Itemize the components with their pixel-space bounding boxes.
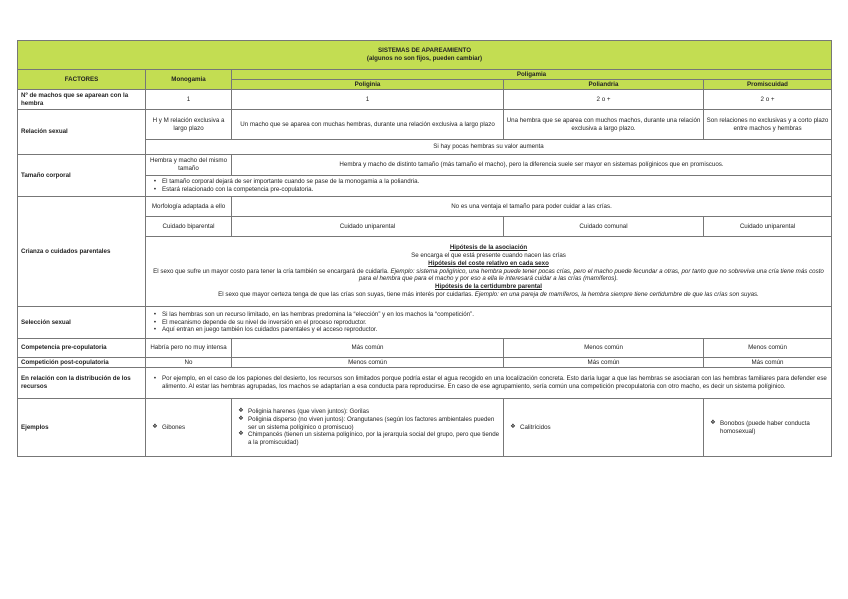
row-seleccion	[18, 307, 832, 339]
cell-poliginia: Un macho que se aparea con muchas hembras, durante una relación exclusiva a largo plazo	[232, 110, 504, 140]
title-subtitle: (algunos no son fijos, pueden cambiar)	[366, 55, 483, 62]
hypothesis-sentence: El sexo que mayor certeza tenga de que las crías son suyas, tiene más interés por cuidarlas.	[218, 290, 474, 298]
bullet-icon: •	[153, 326, 157, 334]
list-item	[234, 416, 501, 432]
row-crianza	[18, 197, 832, 217]
cell-promiscuidad: Son relaciones no exclusivas y a corto plazo entre machos y hembras	[704, 110, 832, 140]
cell-poligamia: Hembra y macho de distinto tamaño (más tamaño el macho), pero la diferencia suele ser mayor en sistemas políginicos que en promiscuos.	[232, 155, 832, 176]
row-label: Competición post-copulatoria	[18, 358, 146, 368]
cell-poliginia: Más común	[232, 339, 504, 358]
list-item-text: Aquí entran en juego también los cuidados parentales y el acceso reproductor.	[162, 326, 378, 334]
list-item	[148, 424, 229, 432]
list-item	[234, 408, 501, 416]
list-item-text: El tamaño corporal dejará de ser importante cuando se pase de la monogamia a la poliandria.	[162, 178, 420, 186]
cell-poliginia: Cuidado uniparental	[232, 217, 504, 237]
list-item-text: Calitrícidos	[520, 423, 551, 431]
cell-monogamia: Habría pero no muy intensa	[146, 339, 232, 358]
header-monogamia: Monogamia	[146, 70, 232, 90]
bullet-icon: •	[153, 310, 157, 318]
diamond-bullet-icon: ❖	[152, 423, 158, 430]
cell-monogamia	[146, 399, 232, 457]
cell-poliandria: 2 o +	[504, 90, 704, 110]
cell-poliandria	[504, 399, 704, 457]
hypothesis-example: Ejemplo: sistema poligínico, una hembra puede tener pocas crías, pero el macho puede fecundar a otras, por tanto que no sobreviva una cría tiene más costo para el hembra que para el macho y por eso a ella le interesará cuidar a las crías (mamíferos).	[358, 267, 824, 283]
cell-poliandria: Una hembra que se aparea con muchos machos, durante una relación exclusiva a largo plazo.	[504, 110, 704, 140]
row-label: Tamaño corporal	[18, 155, 146, 197]
cell-promiscuidad: Más común	[704, 358, 832, 368]
list-item-text: Bonobos (puede haber conducta homosexual)	[720, 419, 810, 435]
list-item-text: Poliginia harenes (que viven juntos): Gorilas	[248, 408, 370, 416]
crianza-hypotheses	[146, 237, 832, 307]
bullet-icon: •	[153, 178, 157, 186]
row-label: Ejemplos	[18, 399, 146, 457]
recursos-notes	[146, 368, 832, 399]
list-item-text: Estará relacionado con la competencia pre-copulatoria.	[162, 186, 314, 193]
cell-promiscuidad: Menos común	[704, 339, 832, 358]
list-item	[148, 178, 829, 186]
cell-poliginia: Menos común	[232, 358, 504, 368]
hypothesis-title: Hipótesis del coste relativo en cada sexo	[428, 259, 549, 267]
cell-poliginia: 1	[232, 90, 504, 110]
list-item	[506, 424, 701, 432]
list-item	[234, 431, 501, 447]
row-ejemplos	[18, 399, 832, 457]
row-tamano	[18, 155, 832, 176]
bullet-icon: •	[153, 375, 157, 383]
list-item-text: Chimpancés (tienen un sistema poligínico, por la jerarquía social del grupo, pero que tiende a la promiscuidad)	[248, 431, 500, 447]
cell-promiscuidad: 2 o +	[704, 90, 832, 110]
hypothesis-title: Hipótesis de la asociación	[449, 244, 528, 252]
cell-poliandria: Menos común	[504, 339, 704, 358]
list-item-text: Si las hembras son un recurso limitado, en las hembras predomina la “elección” y en los machos la “competición”.	[162, 310, 474, 318]
row-postcopulatoria	[18, 358, 832, 368]
hypothesis-title: Hipótesis de la certidumbre parental	[435, 283, 542, 291]
list-item	[148, 326, 829, 334]
list-item-text: Por ejemplo, en el caso de los papiones del desierto, los recursos son limitados porque podría estar el agua recogido en una localización concreta. Esto daría lugar a que las hembras se asociaran con las hembras familiares para defender ese alimento. Al estar las hembras agrupadas, los machos se adaptarían a esa conducta para reproducirse. En caso de ese agrupamiento, sería común una competición precopulatoria con otro macho, es decir un sistema políginico.	[162, 375, 827, 390]
diamond-bullet-icon: ❖	[238, 431, 244, 438]
cell-monogamia: H y M relación exclusiva a largo plazo	[146, 110, 232, 140]
table-title	[18, 41, 832, 70]
row-precopulatoria	[18, 339, 832, 358]
list-item	[148, 311, 829, 319]
hypothesis-example: Ejemplo: en una pareja de mamíferos, la hembra siempre tiene certidumbre de que las crías son suyas.	[474, 290, 759, 298]
row-recursos	[18, 368, 832, 399]
hypothesis-text	[148, 268, 829, 284]
bullet-icon: •	[153, 318, 157, 326]
list-item-text: Poliginia disperso (no viven juntos): Orangutanes (según los factores ambientales pueden ser un sistema políginico o promiscuo)	[248, 415, 495, 431]
cell-monogamia: Hembra y macho del mismo tamaño	[146, 155, 232, 176]
row-label: Crianza o cuidados parentales	[18, 197, 146, 307]
list-item	[148, 186, 829, 194]
row-label: Selección sexual	[18, 307, 146, 339]
header-factores: FACTORES	[18, 70, 146, 90]
diamond-bullet-icon: ❖	[238, 415, 244, 422]
cell-poliginia	[232, 399, 504, 457]
seleccion-notes	[146, 307, 832, 339]
list-item-text: Gibones	[162, 423, 186, 431]
cell-monogamia: 1	[146, 90, 232, 110]
hypothesis-text: Se encarga el que está presente cuando nacen las crías	[411, 252, 566, 260]
cell-monogamia: Cuidado biparental	[146, 217, 232, 237]
hypothesis-text	[148, 291, 829, 299]
cell-morfologia: Morfología adaptada a ello	[146, 197, 232, 217]
title-main: SISTEMAS DE APAREAMIENTO	[377, 47, 472, 55]
mating-systems-table	[17, 40, 832, 457]
bullet-icon: •	[153, 186, 157, 193]
header-poliginia: Poliginia	[232, 80, 504, 90]
row-machos	[18, 90, 832, 110]
cell-poliandria: Cuidado comunal	[504, 217, 704, 237]
header-poliandria: Poliandria	[504, 80, 704, 90]
tamano-notes	[146, 176, 832, 197]
header-poligamia: Poligamia	[232, 70, 832, 80]
cell-monogamia: No	[146, 358, 232, 368]
row-relacion	[18, 110, 832, 140]
list-item	[706, 420, 829, 436]
row-label: En relación con la distribución de los recursos	[18, 368, 146, 399]
diamond-bullet-icon: ❖	[510, 423, 516, 430]
cell-promiscuidad	[704, 399, 832, 457]
cell-poliandria: Más común	[504, 358, 704, 368]
diamond-bullet-icon: ❖	[238, 408, 244, 415]
row-label: Competencia pre-copulatoria	[18, 339, 146, 358]
cell-morfologia-poligamia: No es una ventaja el tamaño para poder cuidar a las crías.	[232, 197, 832, 217]
row-label: Relación sexual	[18, 110, 146, 155]
list-item	[148, 375, 829, 391]
list-item	[148, 319, 829, 327]
cell-promiscuidad: Cuidado uniparental	[704, 217, 832, 237]
header-promiscuidad: Promiscuidad	[704, 80, 832, 90]
hypothesis-sentence: El sexo que sufre un mayor costo para tener la cría también se encargará de cuidarla.	[153, 267, 389, 275]
row-label: Nº de machos que se aparean con la hembra	[18, 90, 146, 110]
list-item-text: El mecanismo depende de su nivel de inversión en el proceso reproductor.	[162, 318, 367, 326]
relacion-note: Si hay pocas hembras su valor aumenta	[146, 140, 832, 155]
diamond-bullet-icon: ❖	[710, 419, 716, 426]
